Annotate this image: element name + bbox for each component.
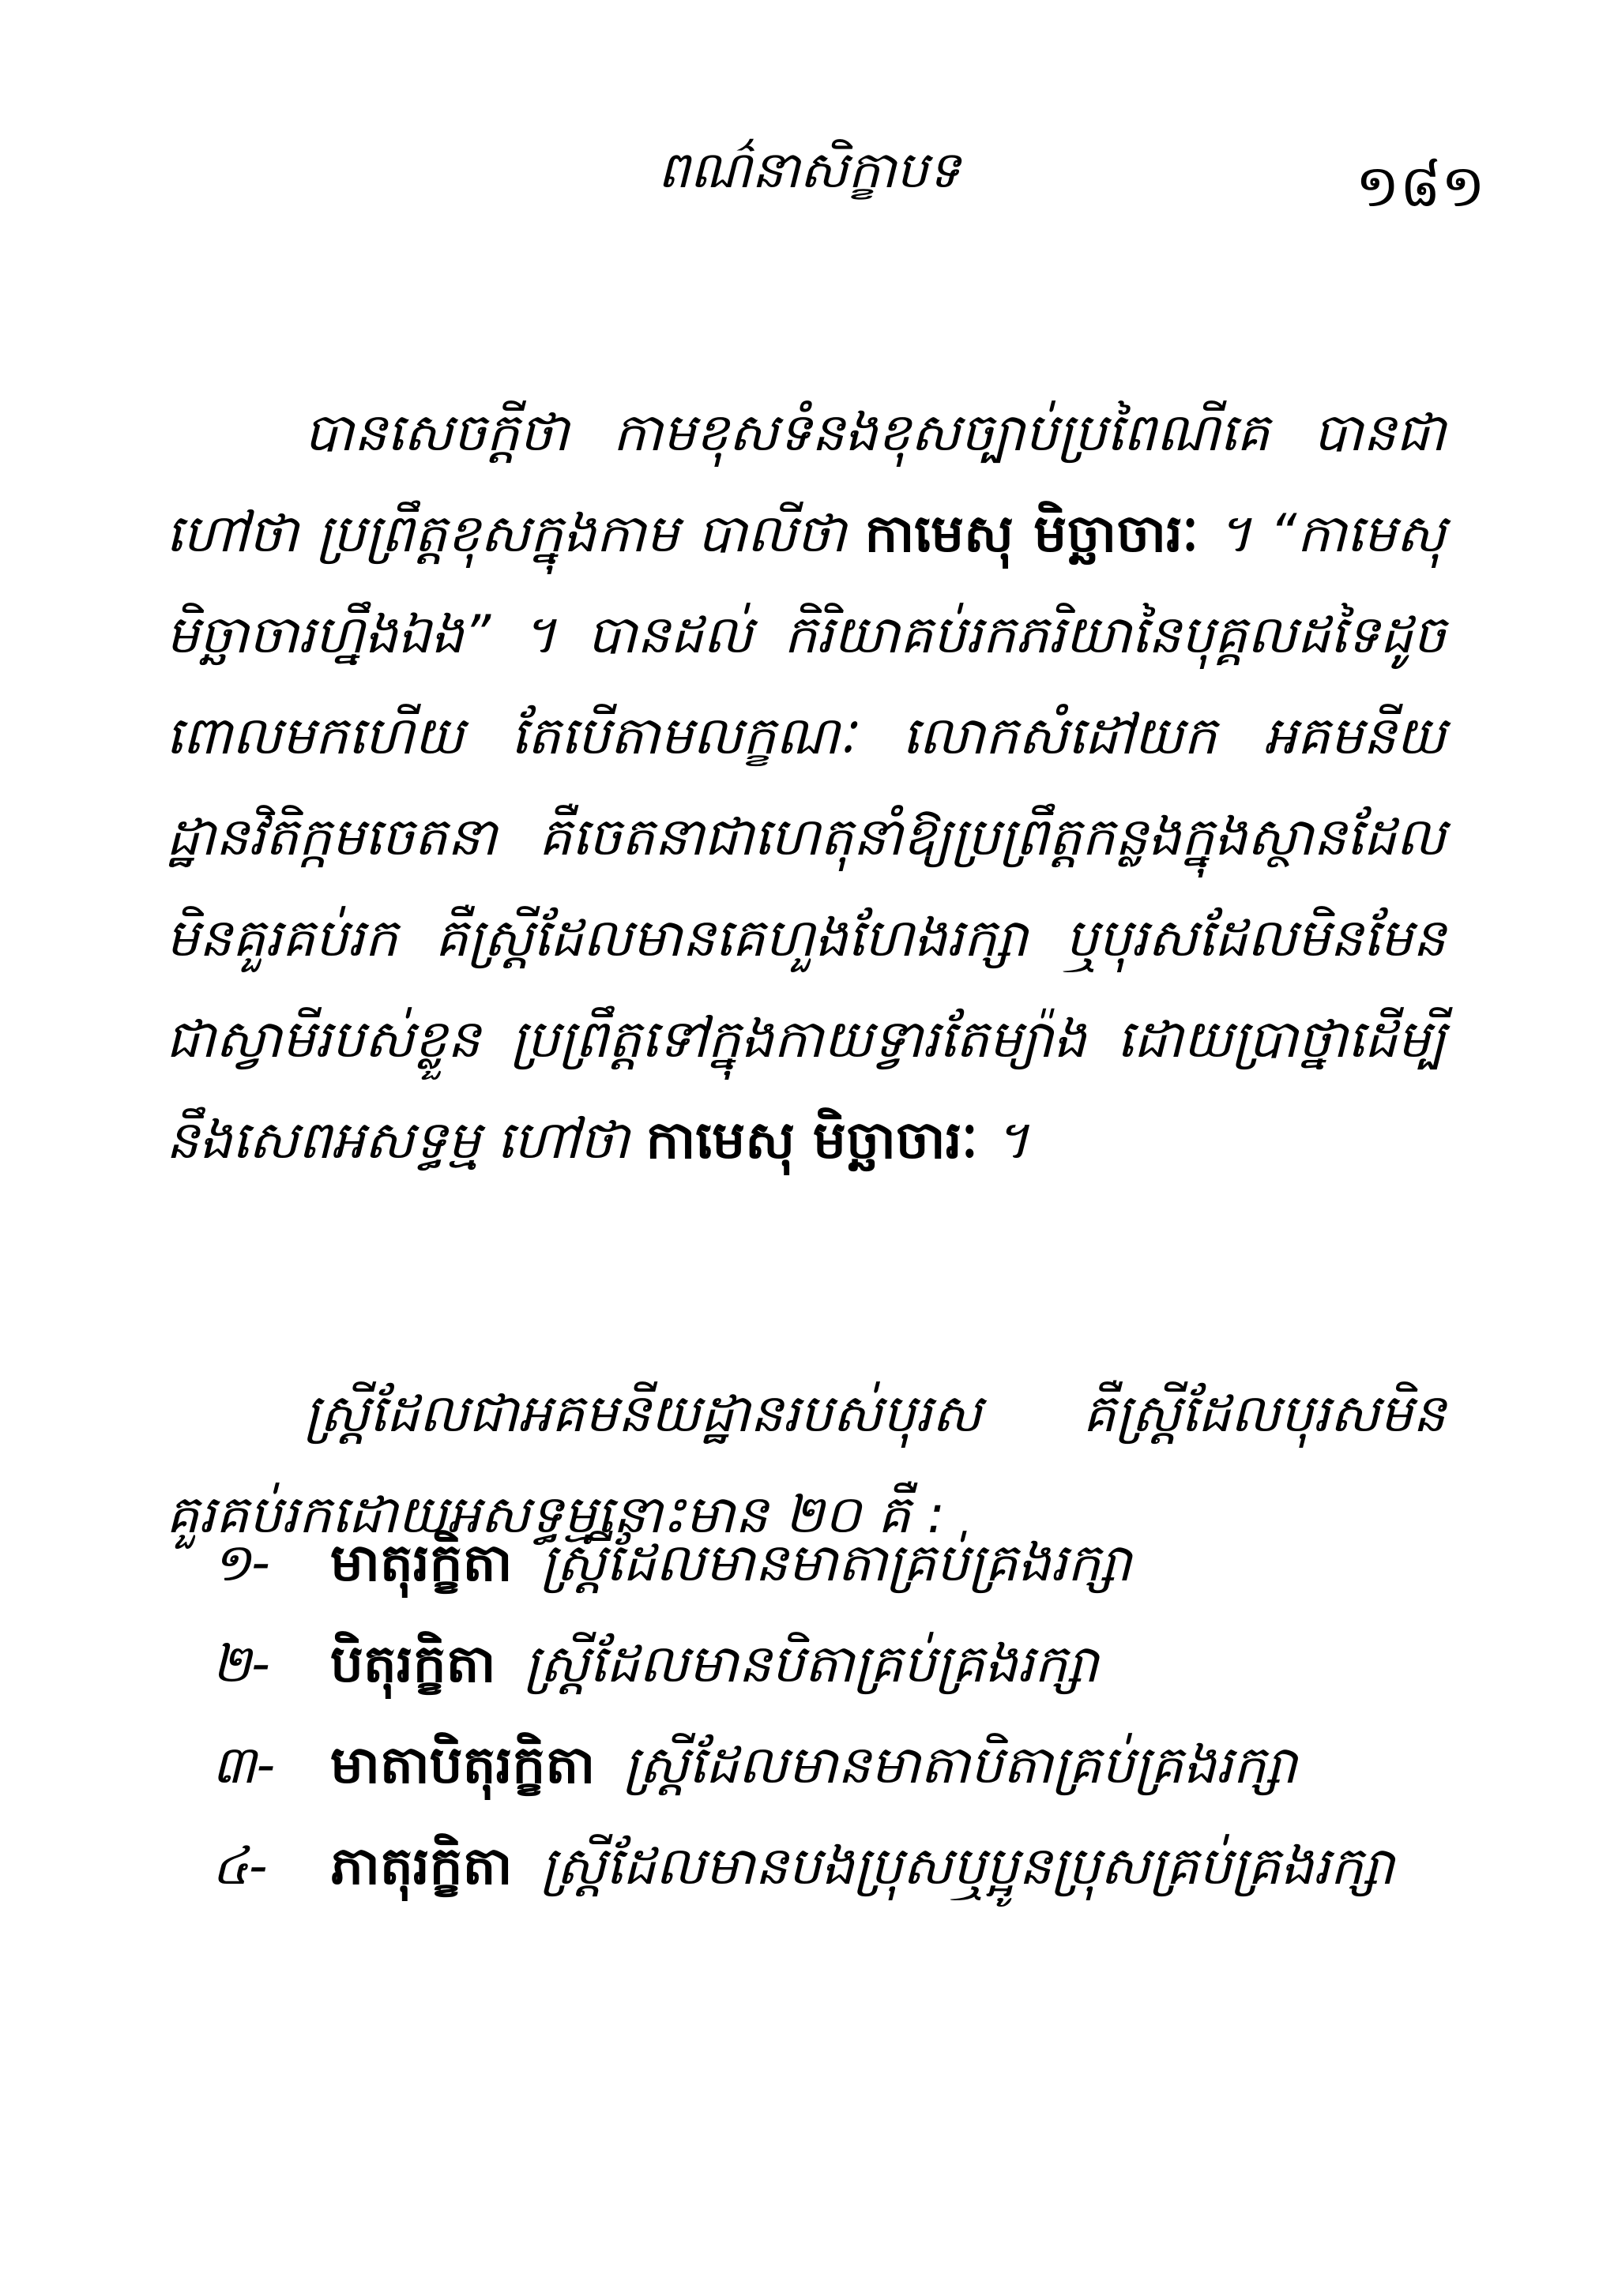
list-item-number: ២- xyxy=(212,1633,270,1694)
list-item-description: ស្ត្រីដែលមានមាតាបិតាគ្រប់គ្រងរក្សា xyxy=(623,1734,1297,1795)
list-item-term: បិតុរក្ខិតា xyxy=(330,1633,496,1694)
list-item-term: មាតាបិតុរក្ខិតា xyxy=(330,1734,596,1795)
list-item-description: ស្ត្រីដែលមានបងប្រុសឬប្អូនប្រុសគ្រប់គ្រងរក្សា xyxy=(540,1836,1394,1896)
list-item-description: ស្ត្រីដែលមានបិតាគ្រប់គ្រងរក្សា xyxy=(524,1633,1099,1694)
list-item-body xyxy=(330,1614,1444,1715)
list-item-body xyxy=(330,1513,1444,1614)
list-item-term: មាតុរក្ខិតា xyxy=(330,1532,513,1593)
running-header-title: ពណ៌នាសិក្ខាបទ xyxy=(657,141,961,200)
list-item xyxy=(212,1513,1444,1614)
list-item-body xyxy=(330,1816,1444,1917)
list-item-number: ១- xyxy=(212,1532,270,1593)
list-item-description: ស្ត្រីដែលមានមាតាគ្រប់គ្រងរក្សា xyxy=(540,1532,1132,1593)
paragraph-text: ។ xyxy=(977,1110,1029,1171)
list-item xyxy=(212,1816,1444,1917)
pali-term: កាមេសុ មិច្ឆាចារៈ xyxy=(645,1110,978,1171)
list-item xyxy=(212,1614,1444,1715)
paragraph-text: បានសេចក្តីថា កាមខុសទំនងខុសច្បាប់ប្រពៃណីគេ បានជាហៅថា ប្រព្រឹត្តខុសក្នុងកាម បាលីថា xyxy=(166,402,1446,564)
body-paragraph-1 xyxy=(166,382,1446,1191)
paragraph-text: ។ “កាមេសុមិច្ឆាចារហ្នឹងឯង” ។ បានដល់ កិរិយាគប់រកភរិយានៃបុគ្គលដទៃដូចពោលមកហើយ តែបើតាមលក្ខណៈ លោកសំដៅយក អគមនីយដ្ឋានវិតិក្កមចេតនា គឺចេតនាជាហេតុនាំឱ្យប្រព្រឹត្តកន្លងក្នុងស្ថានដែលមិនគួរគប់រក គឺស្ត្រីដែលមានគេហួងហែងរក្សា ឬបុរសដែលមិនមែនជាស្វាមីរបស់ខ្លួន ប្រព្រឹត្តទៅក្នុងកាយទ្វារតែម្យ៉ាង ដោយប្រាថ្នាដើម្បីនឹងសេពអសទ្ធម្ម ហៅថា xyxy=(166,503,1446,1171)
list-item-number: ៣- xyxy=(212,1734,276,1795)
page-number: ១៨១ xyxy=(1355,152,1485,220)
list-item xyxy=(212,1715,1444,1816)
list-item-number: ៤- xyxy=(212,1836,268,1896)
pali-term: កាមេសុ មិច្ឆាចារៈ xyxy=(864,503,1199,564)
list-item-term: ភាតុរក្ខិតា xyxy=(330,1836,513,1896)
paragraph-text: ស្ត្រីដែលជាអគមនីយដ្ឋានរបស់បុរស គឺស្ត្រីដែលបុរសមិនគួរគប់រកដោយអសទ្ធម្មនោះមាន ២០ គឺ : xyxy=(166,1383,1446,1545)
list-item-body xyxy=(330,1715,1444,1816)
numbered-list xyxy=(212,1513,1444,1917)
